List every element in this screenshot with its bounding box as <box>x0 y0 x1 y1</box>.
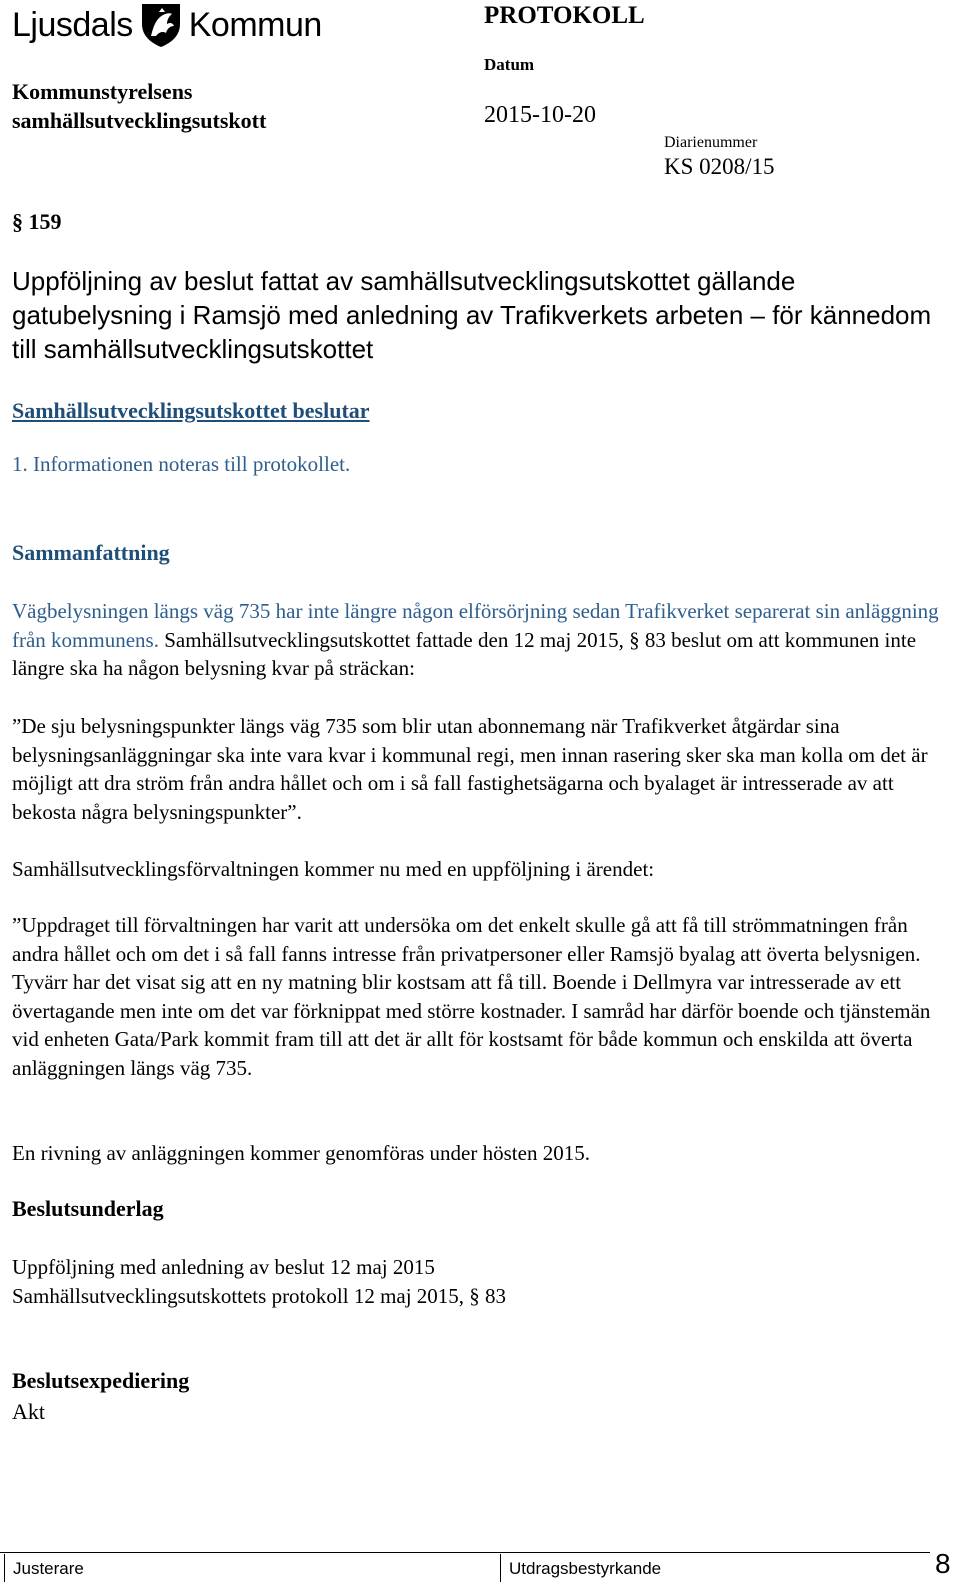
summary-title: Sammanfattning <box>12 540 170 565</box>
quote-decision-83: ”De sju belysningspunkter längs väg 735 som blir utan abonnemang när Trafikverket åtgärdar sina belysningsanläggningar ska inte vara kvar i kommunal regi, men innan rasering sker ska man kolla om det är möjligt att dra ström från andra hållet och om i så fall fastighetsägarna och byalaget är intresserade av att bekosta några belysningspunkter”. <box>12 714 928 824</box>
dispatch-title: Beslutsexpediering <box>12 1368 190 1393</box>
item-heading: Uppföljning av beslut fattat av samhällsutvecklingsutskottet gällande gatubelysning i Ramsjö med anledning av Trafikverkets arbeten – för kännedom till samhällsutvecklingsutskottet <box>12 266 932 364</box>
basis-title: Beslutsunderlag <box>12 1196 164 1221</box>
logo-text-left: Ljusdals <box>12 5 133 44</box>
adjuster-signature-field <box>4 1554 393 1582</box>
committee-name-line2: samhällsutvecklingsutskott <box>12 108 267 133</box>
decision-item-1: 1. Informationen noteras till protokollet. <box>12 452 351 476</box>
summary-paragraph-1 <box>12 597 956 683</box>
decision-title: Samhällsutvecklingsutskottet beslutar <box>12 398 370 423</box>
registration-number: KS 0208/15 <box>664 154 775 179</box>
coat-of-arms-icon <box>139 2 183 48</box>
municipality-logo <box>12 2 322 48</box>
committee-name <box>12 77 266 135</box>
certified-extract-field <box>500 1554 909 1582</box>
signature-footer <box>0 1552 930 1584</box>
quote-follow-up: ”Uppdraget till förvaltningen har varit att undersöka om det enkelt skulle gå att få till strömmatningen från andra hållet och om det i så fall fanns intresse från privatpersoner eller Ramsjö byalag att överta belysnigen. Tyvärr har det visat sig att en ny matning blir kostsam att få till. Boende i Dellmyra var intresserade av ett övertagande men inte om det var förknippat med större kostnader. I samråd har därför boende och tjänstemän vid enheten Gata/Park kommit fram till att det är allt för kostsamt för både kommun och enskilda att överta anläggningen längs väg 735. <box>12 913 931 1080</box>
date-label: Datum <box>484 55 535 74</box>
committee-name-line1: Kommunstyrelsens <box>12 79 193 104</box>
basis-item-2: Samhällsutvecklingsutskottets protokoll 12 maj 2015, § 83 <box>12 1283 507 1308</box>
document-type: PROTOKOLL <box>484 2 645 29</box>
dispatch-item-1: Akt <box>12 1399 45 1424</box>
certified-extract-label: Utdragsbestyrkande <box>509 1559 662 1578</box>
basis-item-1: Uppföljning med anledning av beslut 12 maj 2015 <box>12 1255 435 1279</box>
summary-paragraph-3: En rivning av anläggningen kommer genomföras under hösten 2015. <box>12 1141 590 1165</box>
adjuster-label: Justerare <box>13 1559 84 1578</box>
paragraph-number: § 159 <box>12 209 62 234</box>
summary-paragraph-1-intro: Vägbelysningen längs väg 735 har inte längre någon elförsörjning sedan Trafikverket separerat sin anläggning från kommunens. <box>12 599 939 652</box>
summary-paragraph-1-rest: Samhällsutvecklingsutskottet fattade den 12 maj 2015, § 83 beslut om att kommunen inte längre ska ha någon belysning kvar på sträckan: <box>12 627 917 680</box>
basis-list <box>12 1253 956 1310</box>
meeting-date: 2015-10-20 <box>484 102 596 128</box>
logo-text-right: Kommun <box>188 5 322 44</box>
page-number: 8 <box>935 1548 951 1579</box>
registration-number-label: Diarienummer <box>664 134 758 151</box>
summary-paragraph-2: Samhällsutvecklingsförvaltningen kommer nu med en uppföljning i ärendet: <box>12 857 655 881</box>
